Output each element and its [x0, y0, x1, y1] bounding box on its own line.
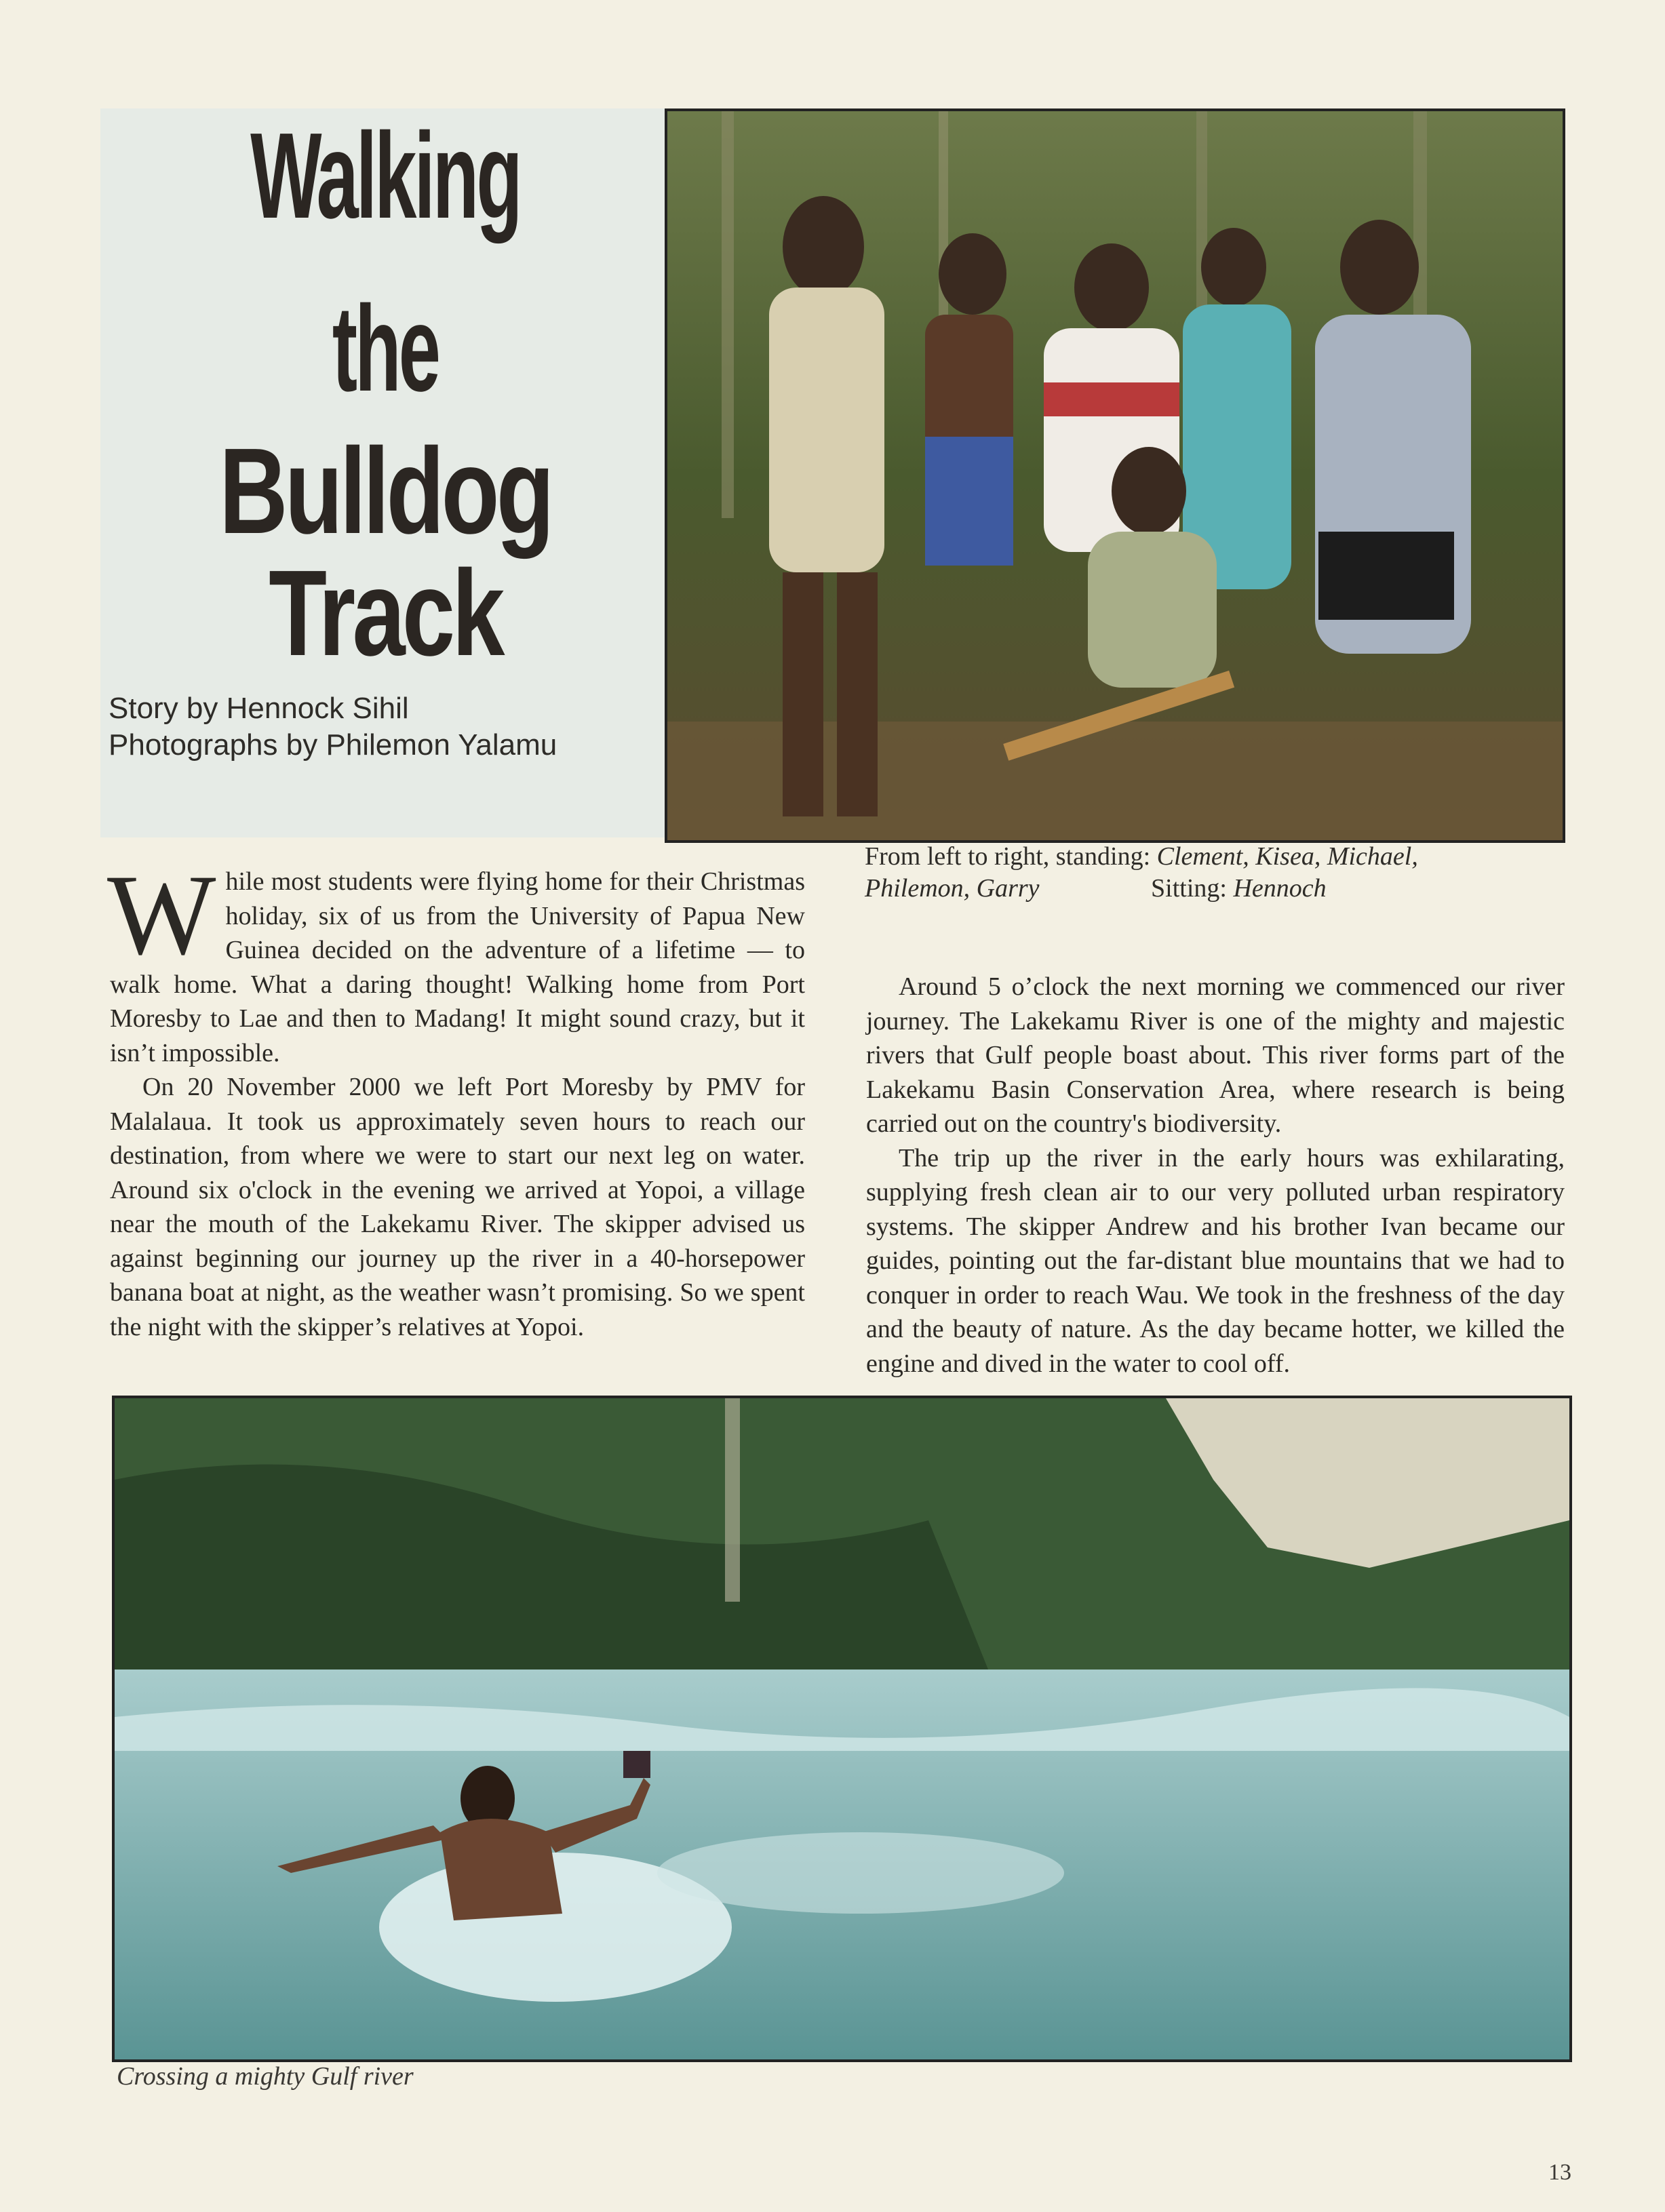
paragraph: On 20 November 2000 we left Port Moresby by PMV for Malalaua. It took us approximately seven hours to reach our destination, from where we were to start our next leg on water. Around six o'clock in the evening we arrived at Yopoi, a village near the mouth of the Lakekamu River. The skipper advised us against beginning our journey up the river in a 40-horsepower banana boat at night, as the weather wasn’t promising. So we spent the night with the skipper’s relatives at Yopoi.: [110, 1073, 805, 1341]
paragraph: The trip up the river in the early hours was exhilarating, supplying fresh clean air to our very polluted urban respiratory systems. The skipper Andrew and his brother Ivan became our guides, pointing out the far-distant blue mountains that we had to conquer in order to reach Wau. We took in the freshness of the day and the beauty of nature. As the day became hotter, we killed the engine and dived in the water to cool off.: [866, 1143, 1565, 1378]
river-photo-image: [115, 1398, 1569, 2059]
paragraph: [107, 851, 805, 1070]
caption-sitting-label: Sitting:: [1151, 874, 1227, 903]
story-credit: Story by Hennock Sihil: [109, 692, 409, 725]
paragraph-text: hile most students were flying home for their Christmas holiday, six of us from the University of Papua New Guinea decided on the adventure of a lifetime — to walk home. What a daring thought! Walking home from Port Moresby to Lae and then to Madang! It might sound crazy, but it isn’t impossible.: [110, 867, 805, 1067]
title-line-3: Bulldog Track: [219, 423, 551, 682]
caption-standing-names-1: Clement, Kisea, Michael,: [1156, 842, 1418, 871]
group-photo-image: [667, 111, 1563, 840]
caption-standing-label: From left to right, standing:: [865, 842, 1151, 871]
title-line-1: Walking: [250, 108, 520, 244]
article-column-left: [107, 851, 805, 1344]
river-photo-caption: Crossing a mighty Gulf river: [117, 2062, 414, 2091]
credits: [109, 690, 557, 764]
group-photo: [665, 108, 1565, 843]
drop-cap: W: [107, 851, 216, 979]
caption-sitting-names: Hennoch: [1233, 874, 1327, 903]
title-line-2: the: [332, 281, 439, 417]
article-column-right: [866, 970, 1565, 1381]
group-photo-caption: [865, 841, 1577, 905]
photo-credit: Photographs by Philemon Yalamu: [109, 728, 557, 762]
page-number: 13: [1548, 2160, 1571, 2185]
paragraph: Around 5 o’clock the next morning we commenced our river journey. The Lakekamu River is one of the mighty and majestic rivers that Gulf people boast about. This river forms part of the Lakekamu Basin Conservation Area, where research is being carried out on the country's biodiversity.: [866, 972, 1565, 1138]
river-photo: [112, 1396, 1572, 2062]
caption-standing-names-2: Philemon, Garry: [865, 874, 1040, 903]
